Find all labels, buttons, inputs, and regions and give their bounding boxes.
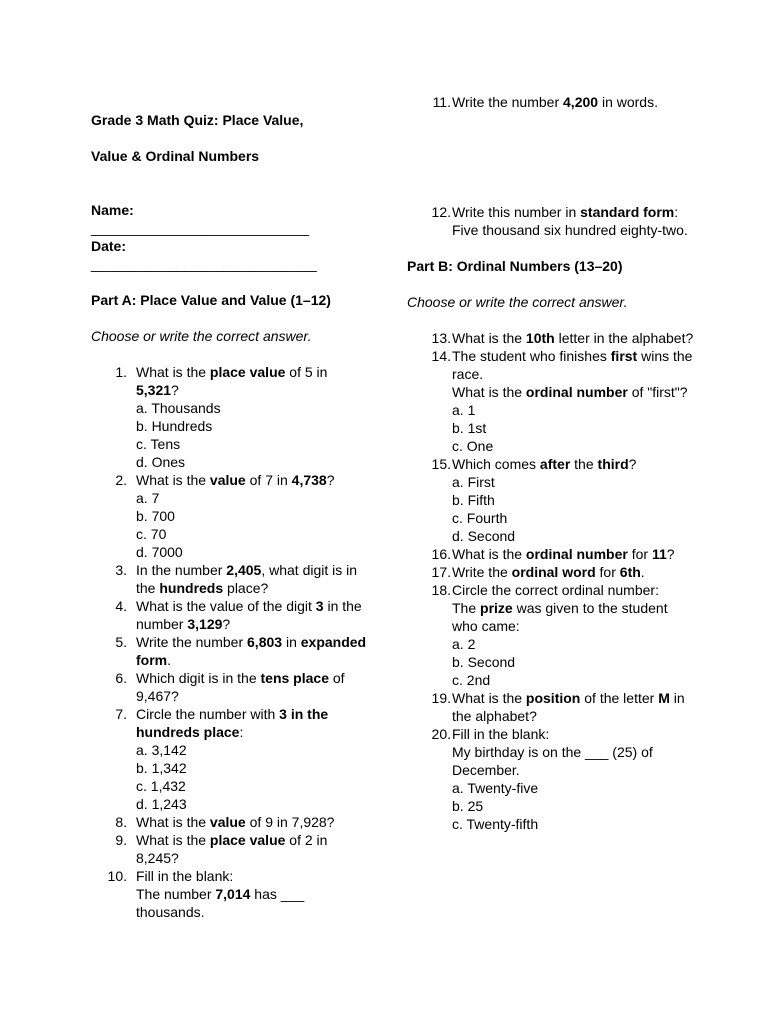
left-column (91, 93, 371, 921)
question-text: value (209, 814, 246, 830)
question-text: place? (223, 580, 269, 596)
question-text: the (570, 456, 598, 472)
date-label: Date: (91, 238, 127, 254)
question-text: Write the (452, 564, 512, 580)
option[interactable]: a. 1 (452, 402, 476, 418)
question-10 (91, 867, 371, 921)
question-text: 4,738 (291, 472, 327, 488)
option[interactable]: c. One (452, 438, 494, 454)
question-number: 10. (107, 868, 127, 884)
option[interactable]: a. 7 (136, 490, 160, 506)
question-text: has ___ thousands. (136, 886, 305, 920)
option[interactable]: b. Second (452, 654, 516, 670)
question-number: 6. (115, 670, 127, 686)
question-text: ordinal number (525, 384, 628, 400)
question-3 (91, 561, 371, 597)
date-blank[interactable]: _____________________________ (91, 256, 317, 272)
question-text: What is the (136, 364, 210, 380)
question-text: of "first"? (627, 384, 688, 400)
question-12 (407, 203, 697, 239)
part-b-instruction: Choose or write the correct answer. (407, 294, 628, 310)
question-text: in the alphabet? (452, 690, 685, 724)
question-text: My birthday is on the ___ (25) of December. (452, 744, 653, 778)
question-text: The number (136, 886, 216, 902)
name-label: Name: (91, 202, 134, 218)
question-text: ordinal number (525, 546, 628, 562)
quiz-title (91, 93, 371, 183)
question-text: of 9,467? (136, 670, 345, 704)
question-18 (407, 581, 697, 689)
option[interactable]: a. First (452, 474, 495, 490)
part-b-heading: Part B: Ordinal Numbers (13–20) (407, 258, 623, 274)
right-column (407, 93, 697, 833)
question-text: What is the (452, 384, 526, 400)
question-text: of the letter (580, 690, 659, 706)
option[interactable]: a. 3,142 (136, 742, 187, 758)
question-11 (407, 93, 697, 111)
question-number: 15. (431, 456, 451, 472)
option[interactable]: d. Ones (136, 454, 186, 470)
question-text: In the number (136, 562, 227, 578)
question-text: . (640, 564, 645, 580)
question-text: hundreds (159, 580, 224, 596)
question-number: 14. (431, 348, 451, 364)
question-text: 11 (651, 546, 667, 562)
question-text: Circle the number with (136, 706, 280, 722)
question-text: ? (222, 616, 231, 632)
part-a-instruction: Choose or write the correct answer. (91, 328, 312, 344)
question-text: : (674, 204, 679, 220)
question-text: first (610, 348, 638, 364)
question-7 (91, 705, 371, 813)
question-1 (91, 363, 371, 471)
question-text: letter in the alphabet? (554, 330, 694, 346)
question-text: in the number (136, 598, 362, 632)
question-number: 4. (115, 598, 127, 614)
question-number: 18. (431, 582, 451, 598)
question-text: What is the (136, 814, 210, 830)
question-text: in words. (598, 94, 658, 110)
option[interactable]: b. Hundreds (136, 418, 213, 434)
question-number: 2. (115, 472, 127, 488)
question-17 (407, 563, 697, 581)
option[interactable]: c. Fourth (452, 510, 508, 526)
question-number: 5. (115, 634, 127, 650)
question-number: 7. (115, 706, 127, 722)
question-2 (91, 471, 371, 561)
question-text: wins the race. (452, 348, 693, 382)
option[interactable]: b. Fifth (452, 492, 495, 508)
option[interactable]: d. Second (452, 528, 516, 544)
question-text: for (595, 564, 620, 580)
question-text: Which comes (452, 456, 540, 472)
question-text: 3 in the hundreds place (136, 706, 329, 740)
option[interactable]: c. 1,432 (136, 778, 186, 794)
option[interactable]: d. 7000 (136, 544, 183, 560)
question-text: What is the (452, 546, 526, 562)
question-number: 13. (431, 330, 451, 346)
question-text: position (525, 690, 581, 706)
question-20 (407, 725, 697, 833)
question-text: 6th (619, 564, 641, 580)
question-text: 3,129 (187, 616, 223, 632)
question-14 (407, 347, 697, 455)
question-text: Value & Ordinal Numbers (91, 148, 260, 164)
question-text: tens place (260, 670, 329, 686)
question-15 (407, 455, 697, 545)
question-text: value (209, 472, 246, 488)
question-text: What is the (452, 690, 526, 706)
option[interactable]: c. 70 (136, 526, 167, 542)
option[interactable]: a. 2 (452, 636, 476, 652)
question-8 (91, 813, 371, 831)
question-text: third (597, 456, 629, 472)
question-text: prize (480, 600, 513, 616)
question-number: 17. (431, 564, 451, 580)
option[interactable]: b. 700 (136, 508, 175, 524)
question-text: M (658, 690, 670, 706)
part-b-questions (407, 329, 697, 833)
option[interactable]: d. 1,243 (136, 796, 187, 812)
question-number: 8. (115, 814, 127, 830)
question-text: Write this number in (452, 204, 581, 220)
question-text: of 9 in 7,928? (245, 814, 335, 830)
question-6 (91, 669, 371, 705)
question-text: place value (209, 832, 286, 848)
question-text: , what digit is in the (136, 562, 358, 596)
question-text: 5,321 (136, 382, 172, 398)
question-text: of 2 in 8,245? (136, 832, 328, 866)
question-text: 2,405 (226, 562, 262, 578)
question-number: 3. (115, 562, 127, 578)
question-text: Circle the correct ordinal number: (452, 582, 659, 598)
question-text: of 7 in (245, 472, 292, 488)
question-number: 20. (431, 726, 451, 742)
question-text: : (239, 724, 244, 740)
question-number: 11. (432, 94, 451, 110)
option[interactable]: b. 1,342 (136, 760, 187, 776)
option[interactable]: c. 2nd (452, 672, 491, 688)
question-text: Fill in the blank: (136, 868, 234, 884)
question-text: Five thousand six hundred eighty-two. (452, 222, 688, 238)
question-text: What is the (452, 330, 526, 346)
question-text: 3 (315, 598, 324, 614)
option[interactable]: a. Thousands (136, 400, 221, 416)
question-19 (407, 689, 697, 725)
question-text: 6,803 (247, 634, 283, 650)
question-text: What is the value of the digit (136, 598, 316, 614)
question-number: 19. (431, 690, 451, 706)
question-text: Grade 3 Math Quiz: Place Value, (91, 112, 304, 128)
question-text: Which digit is in the (136, 670, 261, 686)
part-a-questions-continued (407, 93, 697, 239)
question-text: . (167, 652, 172, 668)
name-blank[interactable]: ____________________________ (91, 220, 310, 236)
question-text: 7,014 (215, 886, 251, 902)
part-a-heading: Part A: Place Value and Value (1–12) (91, 292, 331, 308)
question-text: What is the (136, 832, 210, 848)
question-13 (407, 329, 697, 347)
question-5 (91, 633, 371, 669)
question-text: for (627, 546, 652, 562)
question-number: 12. (431, 204, 451, 220)
question-text: place value (209, 364, 286, 380)
question-9 (91, 831, 371, 867)
option[interactable]: b. 25 (452, 798, 484, 814)
question-text: The (452, 600, 481, 616)
question-text: of 5 in (285, 364, 328, 380)
question-text: expanded form (136, 634, 367, 668)
question-text: Write the number (136, 634, 248, 650)
question-text: standard form (580, 204, 675, 220)
question-number: 16. (431, 546, 451, 562)
question-text: Write the number (452, 94, 564, 110)
option[interactable]: c. Tens (136, 436, 181, 452)
question-16 (407, 545, 697, 563)
question-text: ordinal word (511, 564, 596, 580)
option[interactable]: a. Twenty-five (452, 780, 539, 796)
question-text: was given to the student who came: (452, 600, 668, 634)
question-text: Fill in the blank: (452, 726, 550, 742)
question-text: The student who finishes (452, 348, 611, 364)
question-text: 4,200 (563, 94, 599, 110)
option[interactable]: b. 1st (452, 420, 487, 436)
question-4 (91, 597, 371, 633)
date-field[interactable] (91, 237, 371, 273)
question-text: ? (628, 456, 637, 472)
option[interactable]: c. Twenty-fifth (452, 816, 539, 832)
question-number: 9. (115, 832, 127, 848)
question-text: in (282, 634, 301, 650)
question-text: after (539, 456, 571, 472)
name-field[interactable] (91, 201, 371, 237)
question-text: What is the (136, 472, 210, 488)
question-text: ? (666, 546, 675, 562)
part-a-questions (91, 363, 371, 921)
question-text: 10th (525, 330, 555, 346)
question-text: ? (171, 382, 179, 398)
question-text: ? (326, 472, 335, 488)
question-number: 1. (115, 364, 127, 380)
